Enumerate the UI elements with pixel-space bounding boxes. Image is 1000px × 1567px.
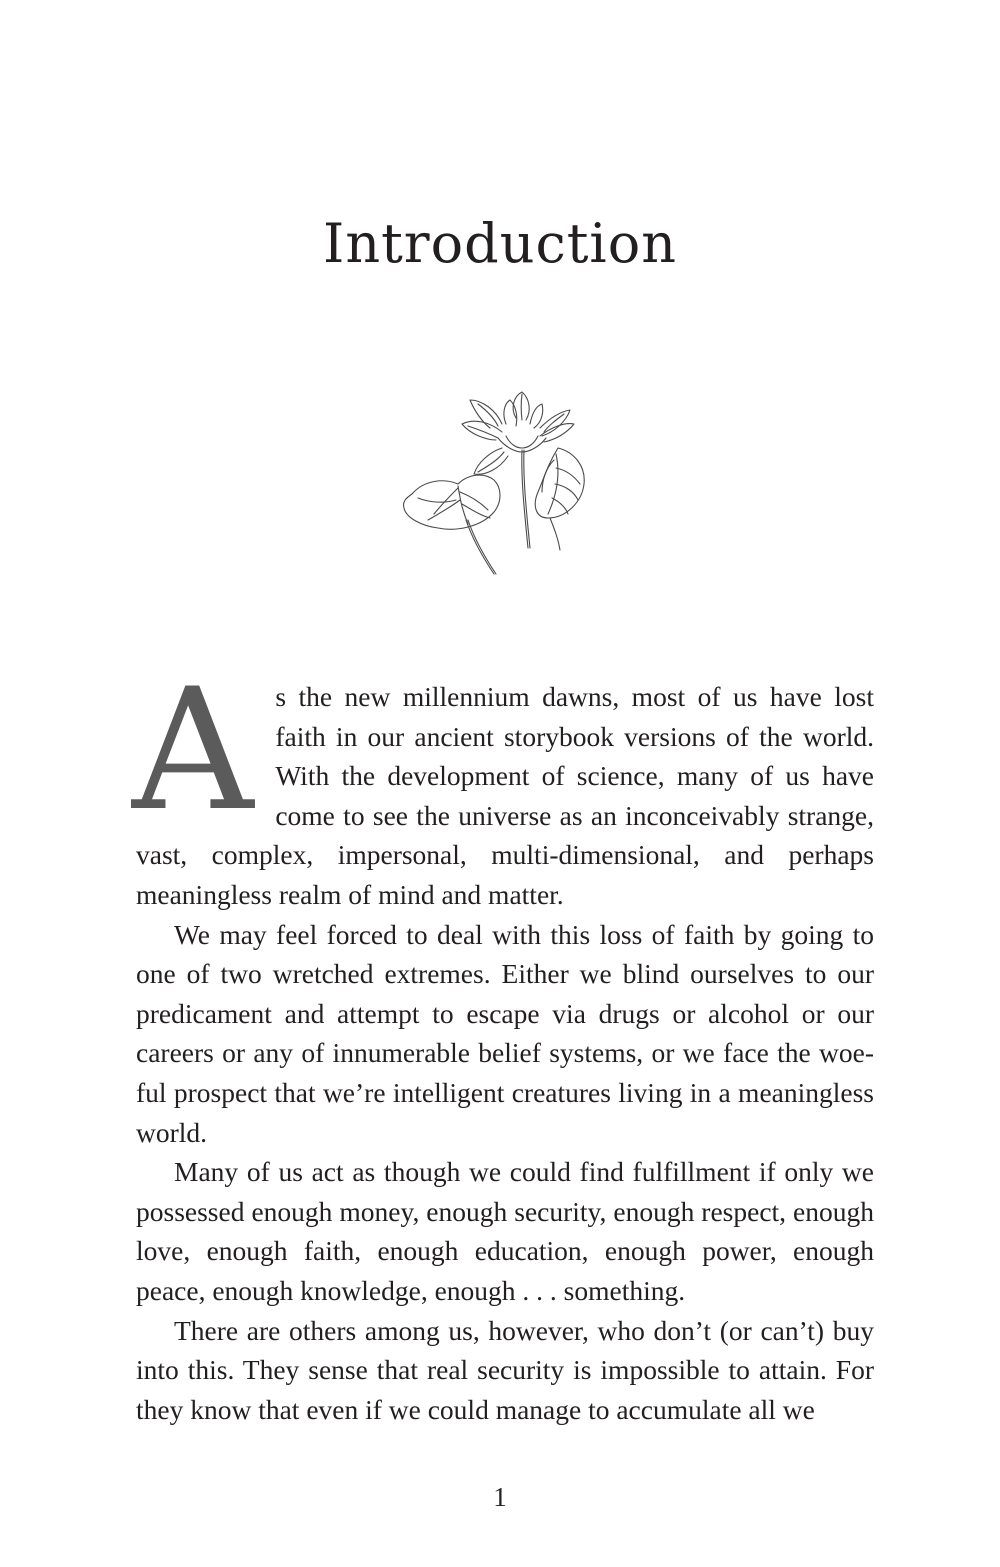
paragraph-3: Many of us act as though we could find fulfillment if only we possessed enough money, enough security, enough respect, enough love, enough faith, enough education, enough power, enough peace, enough knowledge, enough . . . something.	[136, 1156, 874, 1306]
page-number: 1	[493, 1482, 507, 1512]
body-text	[132, 652, 874, 1429]
paragraph-1	[132, 652, 874, 915]
paragraph-4: There are others among us, however, who don’t (or can’t) buy into this. They sense that real security is impossible to attain. For they know that even if we could manage to accumulate all we	[136, 1314, 874, 1425]
lotus-flower-icon	[398, 388, 604, 584]
paragraph-2: We may feel forced to deal with this loss of faith by going to one of two wretched extremes. Either we blind ourselves to our predicament and attempt to escape via drugs or alcohol or our careers or any of innumerable belief systems, or we face the woeful prospect that we’re intelligent creatures living in a meaningless world.	[136, 918, 874, 1148]
paragraph-1-text: s the new millennium dawns, most of us have lost faith in our ancient storybook versions of the world. With the development of science, many of us have come to see the universe as an inconceivably strange, vast, complex, impersonal, multi-dimensional, and perhaps meaningless realm of mind and matter.	[136, 681, 874, 910]
drop-cap: A	[132, 652, 254, 848]
chapter-title: Introduction	[323, 212, 677, 275]
